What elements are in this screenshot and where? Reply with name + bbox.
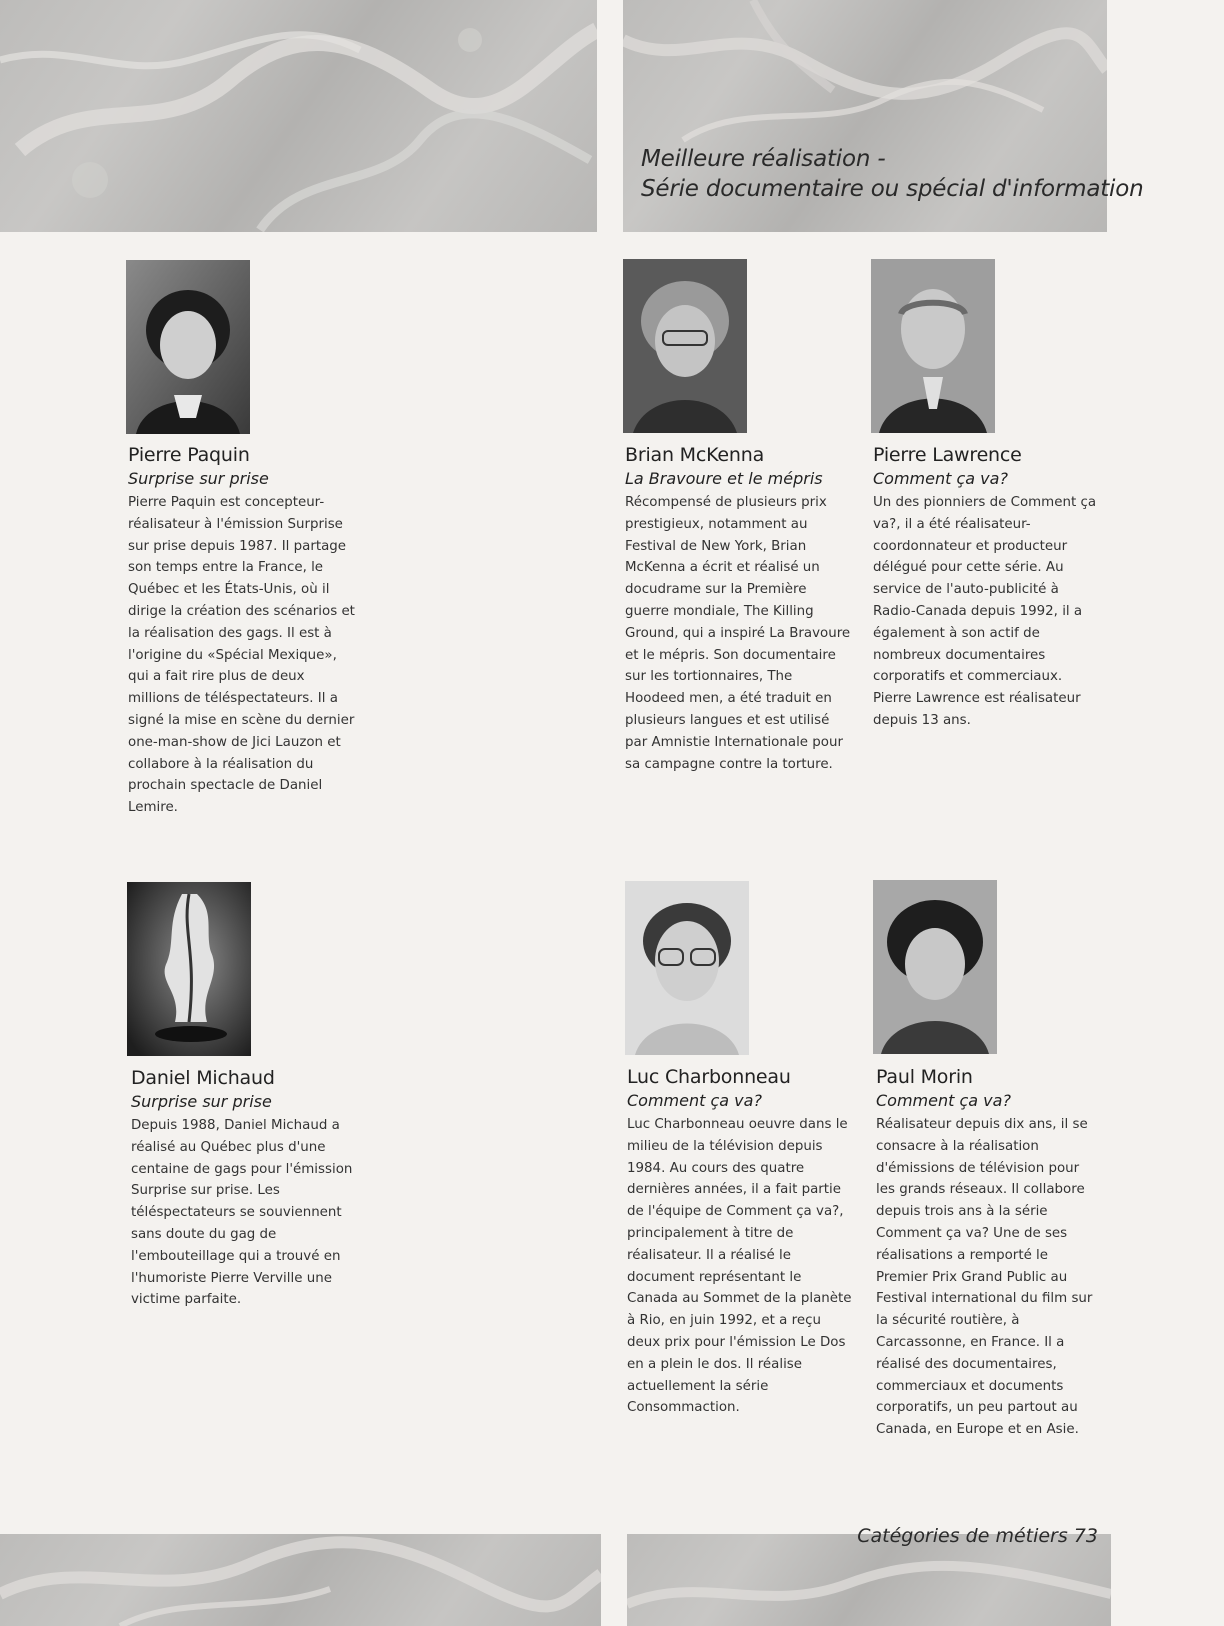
portrait-photo: [871, 259, 995, 433]
nominee-entry: [627, 1065, 853, 1419]
heading-line-1: Meilleure réalisation -: [641, 146, 886, 172]
nominee-bio: Récompensé de plusieurs prix prestigieux, notamment au Festival de New York, Brian McKenna a écrit et réalisé un docudrame sur la Première guerre mondiale, The Killing Ground, qui a inspiré La Bravoure et le mépris. Son documentaire sur les tortionnaires, The Hoodeed men, a été traduit en plusieurs langues et est utilisé par Amnistie Internationale pour sa campagne contre la torture.: [625, 495, 851, 772]
nominee-show-title: Comment ça va?: [876, 1091, 1011, 1110]
nominee-bio: Depuis 1988, Daniel Michaud a réalisé au Québec plus d'une centaine de gags pour l'émission Surprise sur prise. Les téléspectateurs se souviennent sans doute du gag de l'embouteillage qui a trouvé en l'humoriste Pierre Verville une victime parfaite.: [131, 1118, 353, 1308]
nominee-show-title: Surprise sur prise: [128, 469, 269, 488]
nominee-name: Daniel Michaud: [131, 1067, 275, 1089]
nominee-show-title: Comment ça va?: [627, 1091, 762, 1110]
portrait-photo: [873, 880, 997, 1054]
portrait-photo: [625, 881, 749, 1055]
category-heading: [641, 144, 1144, 204]
portrait-photo: [623, 259, 747, 433]
nominee-name: Brian McKenna: [625, 444, 765, 466]
nominee-bio: Réalisateur depuis dix ans, il se consacre à la réalisation d'émissions de télévision pour les grands réseaux. Il collabore depuis trois ans à la série Comment ça va? Une de ses réalisations a remporté le Premier Prix Grand Public au Festival international du film sur la sécurité routière, à Carcassonne, en France. Il a réalisé des documentaires, commerciaux et documents corporatifs, un peu partout au Canada, en Europe et en Asie.: [876, 1117, 1093, 1438]
nominee-show-title: Comment ça va?: [873, 469, 1008, 488]
footer-banner-left: [0, 1534, 601, 1626]
heading-line-2: Série documentaire ou spécial d'information: [641, 176, 1144, 202]
nominee-entry: [131, 1066, 363, 1311]
page-footer-caption: Catégories de métiers 73: [857, 1525, 1098, 1547]
nominee-show-title: Surprise sur prise: [131, 1092, 272, 1111]
nominee-name: Paul Morin: [876, 1066, 973, 1088]
nominee-entry: [128, 443, 360, 819]
nominee-entry: [873, 443, 1099, 732]
nominee-bio: Un des pionniers de Comment ça va?, il a été réalisateur-coordonnateur et producteur délégué pour cette série. Au service de l'auto-publicité à Radio-Canada depuis 1992, il a également à son actif de nombreux documentaires corporatifs et commerciaux. Pierre Lawrence est réalisateur depuis 13 ans.: [873, 495, 1097, 728]
nominee-entry: [876, 1065, 1102, 1441]
award-statuette-photo: [127, 882, 251, 1056]
nominee-bio: Luc Charbonneau oeuvre dans le milieu de la télévision depuis 1984. Au cours des quatre dernières années, il a fait partie de l'équipe de Comment ça va?, principalement à titre de réalisateur. Il a réalisé le document représentant le Canada au Sommet de la planète à Rio, en juin 1992, et a reçu deux prix pour l'émission Le Dos en a plein le dos. Il réalise actuellement la série Consommaction.: [627, 1117, 852, 1416]
header-banner-left: [0, 0, 597, 232]
footer-banner-right: [627, 1534, 1111, 1626]
portrait-photo: [126, 260, 250, 434]
nominee-show-title: La Bravoure et le mépris: [625, 469, 823, 488]
nominee-name: Luc Charbonneau: [627, 1066, 791, 1088]
nominee-entry: [625, 443, 851, 775]
nominee-bio: Pierre Paquin est concepteur-réalisateur à l'émission Surprise sur prise depuis 1987. Il partage son temps entre la France, le Québec et les États-Unis, où il dirige la création des scénarios et la réalisation des gags. Il est à l'origine du «Spécial Mexique», qui a fait rire plus de deux millions de téléspectateurs. Il a signé la mise en scène du dernier one-man-show de Jici Lauzon et collabore à la réalisation du prochain spectacle de Daniel Lemire.: [128, 495, 355, 816]
nominee-name: Pierre Lawrence: [873, 444, 1022, 466]
nominee-name: Pierre Paquin: [128, 444, 250, 466]
